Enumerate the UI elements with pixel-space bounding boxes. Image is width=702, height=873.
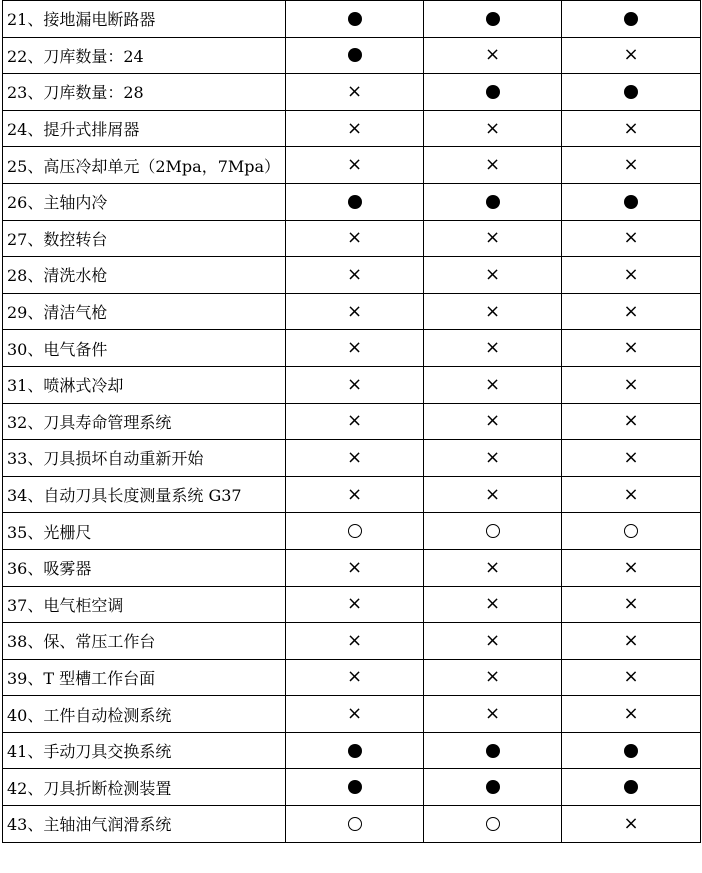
option-cell xyxy=(424,623,562,660)
option-cell xyxy=(286,659,424,696)
standard-dot-icon xyxy=(486,85,500,99)
cross-icon: × xyxy=(484,263,501,285)
option-cell xyxy=(286,696,424,733)
option-cell xyxy=(424,403,562,440)
option-cell xyxy=(286,1,424,38)
option-cell xyxy=(424,330,562,367)
table-row xyxy=(3,330,701,367)
cross-icon: × xyxy=(623,117,639,139)
cross-icon: × xyxy=(484,446,501,468)
cross-icon: × xyxy=(346,410,363,432)
cross-icon: × xyxy=(623,483,639,505)
option-label: 36、吸雾器 xyxy=(3,549,286,586)
standard-dot-icon xyxy=(486,780,500,794)
cross-icon: × xyxy=(484,556,501,578)
table-row xyxy=(3,37,701,74)
option-cell xyxy=(286,110,424,147)
standard-dot-icon xyxy=(624,780,638,794)
option-cell xyxy=(562,257,701,294)
options-table xyxy=(2,0,701,843)
cross-icon: × xyxy=(623,227,639,249)
cross-icon: × xyxy=(346,593,363,615)
option-label: 21、接地漏电断路器 xyxy=(3,1,286,38)
option-cell xyxy=(286,220,424,257)
optional-circle-icon xyxy=(348,817,362,831)
option-cell xyxy=(286,806,424,843)
option-cell xyxy=(286,769,424,806)
option-label: 28、清洗水枪 xyxy=(3,257,286,294)
option-cell xyxy=(424,366,562,403)
option-label: 24、提升式排屑器 xyxy=(3,110,286,147)
standard-dot-icon xyxy=(486,195,500,209)
cross-icon: × xyxy=(484,629,501,651)
option-cell xyxy=(424,110,562,147)
option-cell xyxy=(424,513,562,550)
cross-icon: × xyxy=(623,812,639,834)
option-cell xyxy=(286,513,424,550)
option-label: 22、刀库数量：24 xyxy=(3,37,286,74)
option-cell xyxy=(562,403,701,440)
cross-icon: × xyxy=(346,703,363,725)
option-cell xyxy=(424,806,562,843)
cross-icon: × xyxy=(484,300,501,322)
table-row xyxy=(3,659,701,696)
option-cell xyxy=(562,732,701,769)
cross-icon: × xyxy=(484,227,501,249)
standard-dot-icon xyxy=(486,744,500,758)
cross-icon: × xyxy=(623,703,639,725)
table-row xyxy=(3,623,701,660)
cross-icon: × xyxy=(484,410,501,432)
cross-icon: × xyxy=(484,373,501,395)
option-cell xyxy=(562,769,701,806)
option-cell xyxy=(562,220,701,257)
standard-dot-icon xyxy=(624,744,638,758)
cross-icon: × xyxy=(346,337,363,359)
option-cell xyxy=(424,293,562,330)
option-cell xyxy=(562,183,701,220)
cross-icon: × xyxy=(346,373,363,395)
option-cell xyxy=(424,257,562,294)
option-cell xyxy=(424,74,562,111)
table-row xyxy=(3,366,701,403)
cross-icon: × xyxy=(346,556,363,578)
table-row xyxy=(3,257,701,294)
options-table-body xyxy=(3,1,701,843)
cross-icon: × xyxy=(623,44,639,66)
table-row xyxy=(3,1,701,38)
table-row xyxy=(3,696,701,733)
option-cell xyxy=(562,37,701,74)
cross-icon: × xyxy=(346,446,363,468)
option-cell xyxy=(424,732,562,769)
option-label: 34、自动刀具长度测量系统 G37 xyxy=(3,476,286,513)
table-row xyxy=(3,110,701,147)
option-label: 33、刀具损坏自动重新开始 xyxy=(3,440,286,477)
cross-icon: × xyxy=(484,593,501,615)
option-label: 26、主轴内冷 xyxy=(3,183,286,220)
table-row xyxy=(3,440,701,477)
cross-icon: × xyxy=(484,703,501,725)
cross-icon: × xyxy=(346,227,363,249)
option-cell xyxy=(562,659,701,696)
option-label: 43、主轴油气润滑系统 xyxy=(3,806,286,843)
cross-icon: × xyxy=(346,483,363,505)
optional-circle-icon xyxy=(348,524,362,538)
option-label: 42、刀具折断检测装置 xyxy=(3,769,286,806)
cross-icon: × xyxy=(623,263,639,285)
standard-dot-icon xyxy=(348,780,362,794)
cross-icon: × xyxy=(623,154,639,176)
cross-icon: × xyxy=(484,483,501,505)
cross-icon: × xyxy=(623,410,639,432)
option-cell xyxy=(424,586,562,623)
table-row xyxy=(3,293,701,330)
standard-dot-icon xyxy=(624,195,638,209)
cross-icon: × xyxy=(484,117,501,139)
option-label: 27、数控转台 xyxy=(3,220,286,257)
cross-icon: × xyxy=(484,44,501,66)
cross-icon: × xyxy=(623,666,639,688)
cross-icon: × xyxy=(623,629,639,651)
option-cell xyxy=(286,293,424,330)
option-cell xyxy=(562,147,701,184)
option-cell xyxy=(286,476,424,513)
option-cell xyxy=(424,37,562,74)
option-label: 25、高压冷却单元（2Mpa，7Mpa） xyxy=(3,147,286,184)
optional-circle-icon xyxy=(624,524,638,538)
option-cell xyxy=(562,440,701,477)
option-cell xyxy=(562,110,701,147)
option-cell xyxy=(424,696,562,733)
table-row xyxy=(3,769,701,806)
option-label: 37、电气柜空调 xyxy=(3,586,286,623)
option-cell xyxy=(424,476,562,513)
cross-icon: × xyxy=(346,300,363,322)
cross-icon: × xyxy=(346,629,363,651)
table-row xyxy=(3,513,701,550)
cross-icon: × xyxy=(484,337,501,359)
cross-icon: × xyxy=(623,373,639,395)
optional-circle-icon xyxy=(486,817,500,831)
option-cell xyxy=(562,513,701,550)
option-cell xyxy=(562,696,701,733)
option-cell xyxy=(562,586,701,623)
option-label: 32、刀具寿命管理系统 xyxy=(3,403,286,440)
option-cell xyxy=(562,293,701,330)
option-cell xyxy=(562,1,701,38)
option-label: 29、清洁气枪 xyxy=(3,293,286,330)
standard-dot-icon xyxy=(486,12,500,26)
standard-dot-icon xyxy=(348,195,362,209)
table-row xyxy=(3,220,701,257)
table-row xyxy=(3,586,701,623)
option-cell xyxy=(562,476,701,513)
option-cell xyxy=(424,220,562,257)
option-cell xyxy=(562,623,701,660)
cross-icon: × xyxy=(346,117,363,139)
option-cell xyxy=(286,732,424,769)
option-cell xyxy=(286,147,424,184)
option-cell xyxy=(562,549,701,586)
option-label: 23、刀库数量：28 xyxy=(3,74,286,111)
cross-icon: × xyxy=(346,154,363,176)
option-cell xyxy=(286,330,424,367)
option-cell xyxy=(286,403,424,440)
option-cell xyxy=(286,366,424,403)
option-cell xyxy=(286,37,424,74)
option-cell xyxy=(286,586,424,623)
cross-icon: × xyxy=(484,154,501,176)
table-row xyxy=(3,549,701,586)
table-row xyxy=(3,806,701,843)
option-label: 30、电气备件 xyxy=(3,330,286,367)
option-cell xyxy=(424,147,562,184)
option-cell xyxy=(286,623,424,660)
option-cell xyxy=(562,330,701,367)
option-label: 35、光栅尺 xyxy=(3,513,286,550)
option-label: 39、T 型槽工作台面 xyxy=(3,659,286,696)
cross-icon: × xyxy=(484,666,501,688)
table-row xyxy=(3,147,701,184)
cross-icon: × xyxy=(346,666,363,688)
table-row xyxy=(3,74,701,111)
option-cell xyxy=(424,549,562,586)
table-row xyxy=(3,403,701,440)
table-row xyxy=(3,183,701,220)
standard-dot-icon xyxy=(624,85,638,99)
option-cell xyxy=(424,659,562,696)
table-row xyxy=(3,476,701,513)
option-label: 41、手动刀具交换系统 xyxy=(3,732,286,769)
cross-icon: × xyxy=(346,80,363,102)
cross-icon: × xyxy=(623,593,639,615)
option-cell xyxy=(286,257,424,294)
option-cell xyxy=(562,366,701,403)
standard-dot-icon xyxy=(348,744,362,758)
option-cell xyxy=(424,183,562,220)
option-label: 40、工件自动检测系统 xyxy=(3,696,286,733)
option-label: 38、保、常压工作台 xyxy=(3,623,286,660)
cross-icon: × xyxy=(623,556,639,578)
standard-dot-icon xyxy=(348,48,362,62)
option-cell xyxy=(286,440,424,477)
option-cell xyxy=(424,769,562,806)
cross-icon: × xyxy=(623,300,639,322)
standard-dot-icon xyxy=(348,12,362,26)
option-cell xyxy=(286,549,424,586)
cross-icon: × xyxy=(623,446,639,468)
option-cell xyxy=(424,1,562,38)
standard-dot-icon xyxy=(624,12,638,26)
option-cell xyxy=(562,74,701,111)
option-cell xyxy=(562,806,701,843)
cross-icon: × xyxy=(346,263,363,285)
option-label: 31、喷淋式冷却 xyxy=(3,366,286,403)
table-row xyxy=(3,732,701,769)
optional-circle-icon xyxy=(486,524,500,538)
option-cell xyxy=(424,440,562,477)
option-cell xyxy=(286,183,424,220)
cross-icon: × xyxy=(623,337,639,359)
option-cell xyxy=(286,74,424,111)
